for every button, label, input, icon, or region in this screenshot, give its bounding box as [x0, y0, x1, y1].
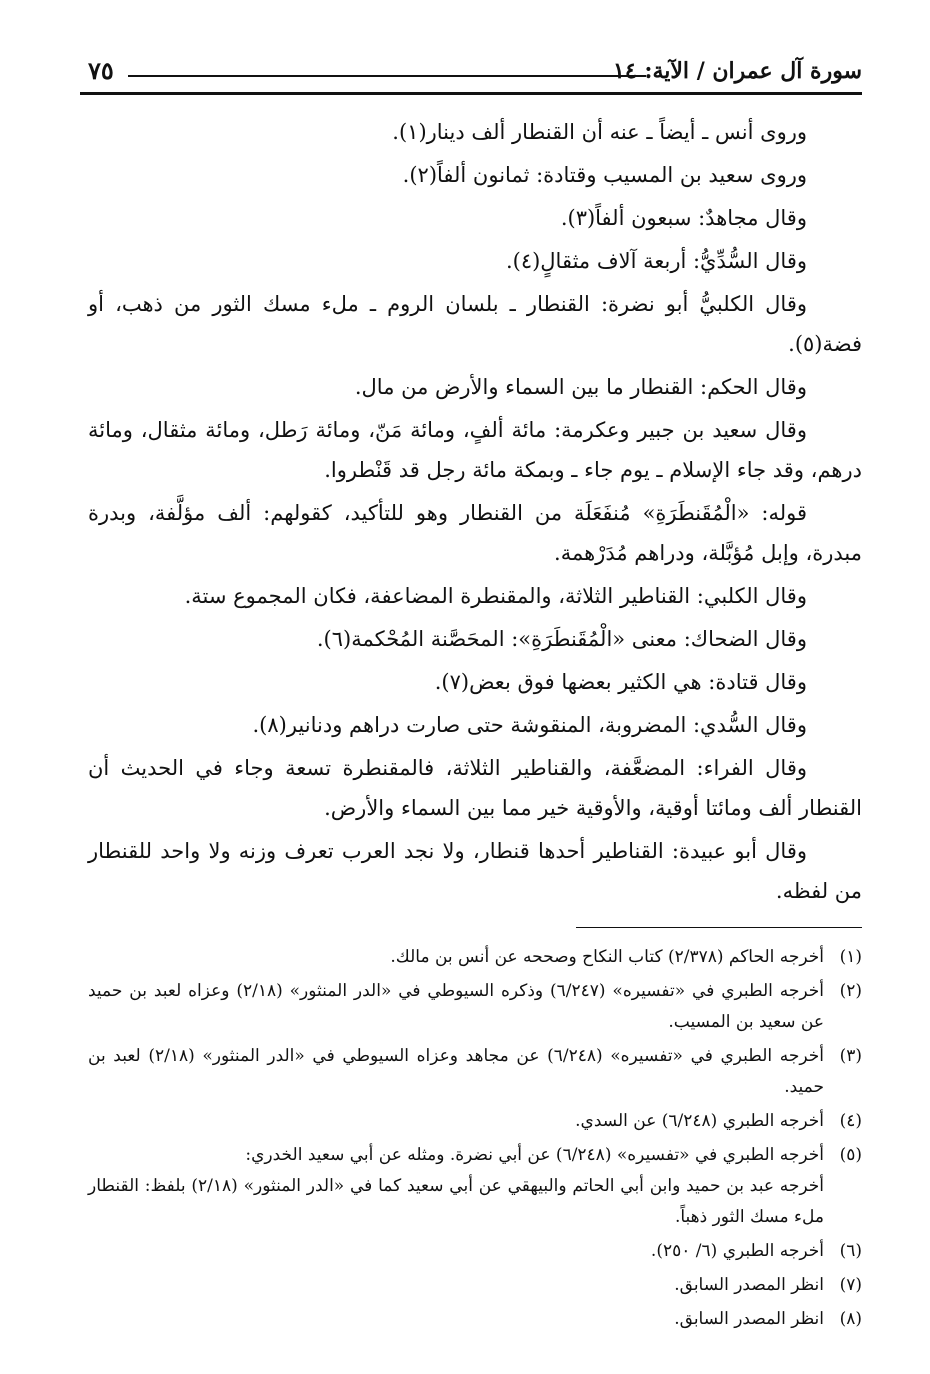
- footnote-number: (٥): [839, 1145, 862, 1165]
- paragraph: وقال الكلبي: القناطير الثلاثة، والمقنطرة المضاعفة، فكان المجموع ستة.: [184, 584, 807, 608]
- paragraph: وقال الضحاك: معنى «الْمُقَنطَرَةِ»: المحَصَّنة المُحْكمة(٦).: [316, 627, 807, 651]
- paragraph: وقال الكلبيُّ أبو نضرة: القنطار ـ بلسان الروم ـ ملء مسك الثور من ذهب، أو فضة(٥).: [88, 292, 862, 356]
- header-title: سورة آل عمران / الآية: ١٤: [613, 58, 862, 84]
- paragraph: وقال السُّدِّيُّ: أربعة آلاف مثقالٍ(٤).: [505, 249, 807, 273]
- paragraph: وقال قتادة: هي الكثير بعضها فوق بعض(٧).: [434, 670, 807, 694]
- footnote-continuation: أخرجه عبد بن حميد وابن أبي الحاتم والبيهقي عن أبي سعيد كما في «الدر المنثور» (٢/١٨) بلفظ: القنطار ملء مسك الثور ذهباً.: [88, 1176, 824, 1227]
- footnote: (٣) أخرجه الطبري في «تفسيره» (٦/٢٤٨) عن مجاهد وعزاه السيوطي في «الدر المنثور» (٢/١٨) لعبد بن حميد.: [88, 1041, 862, 1103]
- paragraph: قوله: «الْمُقَنطَرَةِ» مُنفَعَلَة من القنطار وهو للتأكيد، كقولهم: ألف مؤلَّفة، وبدرة مبدرة، وإبل مُؤبَّلة، ودراهم مُدَرْهمة.: [88, 501, 862, 565]
- footnote-number: (٢): [839, 981, 862, 1001]
- header-rule: [128, 75, 646, 77]
- footnote: (١) أخرجه الحاكم (٢/٣٧٨) كتاب النكاح وصححه عن أنس بن مالك.: [88, 942, 862, 973]
- footnote-number: (٤): [839, 1111, 862, 1131]
- footnote: (٢) أخرجه الطبري في «تفسيره» (٦/٢٤٧) وذكره السيوطي في «الدر المنثور» (٢/١٨) وعزاه لعبد بن حميد عن سعيد بن المسيب.: [88, 976, 862, 1038]
- footnote-number: (٣): [839, 1046, 862, 1066]
- paragraph: وروى أنس ـ أيضاً ـ عنه أن القنطار ألف دينار(١).: [392, 120, 807, 144]
- running-header: [80, 48, 862, 95]
- footnote: (٦) أخرجه الطبري (٦/ ٢٥٠).: [88, 1236, 862, 1267]
- footnote: (٧) انظر المصدر السابق.: [88, 1270, 862, 1301]
- paragraph: وقال سعيد بن جبير وعكرمة: مائة ألفٍ، ومائة مَنّ، ومائة رَطل، ومائة مثقال، ومائة درهم، وقد جاء الإسلام ـ يوم جاء ـ وبمكة مائة رجل قد قَنْطروا.: [88, 418, 862, 482]
- paragraph: وقال مجاهدٌ: سبعون ألفاً(٣).: [560, 206, 807, 230]
- footnote-number: (٧): [839, 1275, 862, 1295]
- footnote: (٨) انظر المصدر السابق.: [88, 1304, 862, 1335]
- main-text: [88, 112, 862, 914]
- footnote: (٥) أخرجه الطبري في «تفسيره» (٦/٢٤٨) عن أبي نضرة. ومثله عن أبي سعيد الخدري: أخرجه عبد بن حميد وابن أبي الحاتم والبيهقي عن أبي سعيد كما في «الدر المنثور» (٢/١٨) بلفظ: القنطار ملء مسك الثور ذهباً.: [88, 1140, 862, 1233]
- paragraph: وروى سعيد بن المسيب وقتادة: ثمانون ألفاً(٢).: [402, 163, 807, 187]
- footnote-number: (٦): [839, 1241, 862, 1261]
- footnote: (٤) أخرجه الطبري (٦/٢٤٨) عن السدي.: [88, 1106, 862, 1137]
- footnote-number: (٨): [839, 1309, 862, 1329]
- footnote-separator: [576, 927, 862, 928]
- footnote-number: (١): [839, 947, 862, 967]
- paragraph: وقال الحكم: القنطار ما بين السماء والأرض من مال.: [354, 375, 807, 399]
- footnotes: [88, 942, 862, 1338]
- paragraph: وقال السُّدي: المضروبة، المنقوشة حتى صارت دراهم ودنانير(٨).: [252, 713, 807, 737]
- paragraph: وقال الفراء: المضعَّفة، والقناطير الثلاثة، فالمقنطرة تسعة وجاء في الحديث أن القنطار ألف ومائتا أوقية، والأوقية خير مما بين السماء والأرض.: [88, 756, 862, 820]
- paragraph: وقال أبو عبيدة: القناطير أحدها قنطار، ولا نجد العرب تعرف وزنه ولا واحد للقنطار من لفظه.: [88, 839, 862, 903]
- page-number: ٧٥: [88, 56, 114, 85]
